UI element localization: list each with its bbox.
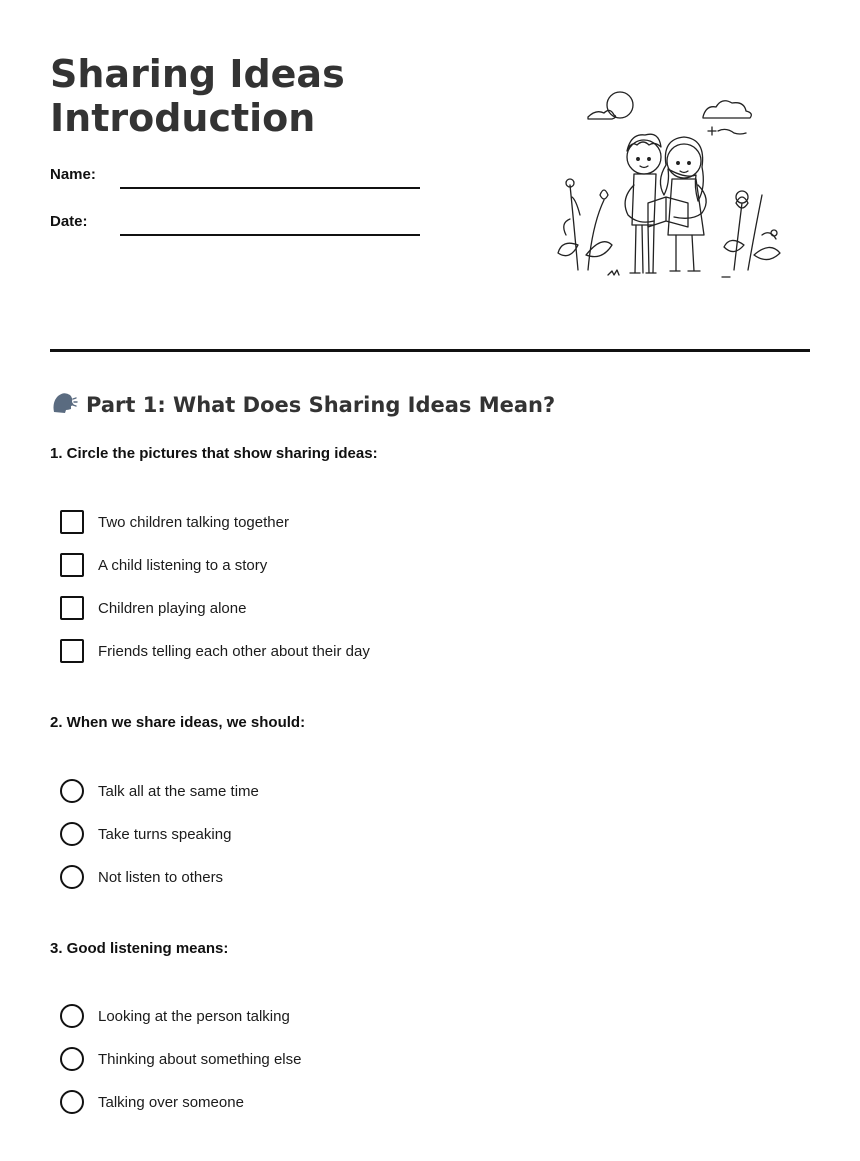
date-field[interactable] [120, 234, 420, 236]
page-title: Sharing Ideas Introduction [50, 52, 345, 140]
name-field[interactable] [120, 187, 420, 189]
radio-button[interactable] [60, 822, 84, 846]
option-label: Thinking about something else [98, 1050, 302, 1068]
option-label: A child listening to a story [98, 556, 268, 574]
question-1-option-3[interactable] [60, 595, 246, 621]
section-title [50, 390, 555, 419]
speaking-head-icon [50, 390, 78, 418]
name-label: Name: [50, 166, 96, 183]
question-2-prompt: 2. When we share ideas, we should: [50, 714, 306, 731]
question-1-option-2[interactable] [60, 552, 267, 578]
children-sharing-illustration [548, 85, 788, 285]
question-1-option-1[interactable] [60, 509, 289, 535]
option-label: Looking at the person talking [98, 1007, 290, 1025]
option-label: Talk all at the same time [98, 782, 259, 800]
question-3-option-3[interactable] [60, 1089, 244, 1115]
option-label: Take turns speaking [98, 825, 232, 843]
question-3-prompt: 3. Good listening means: [50, 940, 229, 957]
option-label: Children playing alone [98, 599, 247, 617]
sun-icon [607, 92, 633, 118]
question-1-option-4[interactable] [60, 638, 370, 664]
section-title-text: Part 1: What Does Sharing Ideas Mean? [86, 393, 556, 417]
option-label: Not listen to others [98, 868, 224, 886]
checkbox[interactable] [60, 639, 84, 663]
question-3-option-2[interactable] [60, 1046, 301, 1072]
radio-button[interactable] [60, 1090, 84, 1114]
checkbox[interactable] [60, 553, 84, 577]
option-label: Friends telling each other about their day [98, 642, 370, 660]
question-1-prompt: 1. Circle the pictures that show sharing ideas: [50, 445, 378, 462]
cloud-icon [703, 101, 751, 118]
question-2-option-1[interactable] [60, 778, 259, 804]
radio-button[interactable] [60, 779, 84, 803]
radio-button[interactable] [60, 1047, 84, 1071]
checkbox[interactable] [60, 596, 84, 620]
section-divider [50, 349, 810, 352]
option-label: Two children talking together [98, 513, 289, 531]
radio-button[interactable] [60, 1004, 84, 1028]
option-label: Talking over someone [98, 1093, 244, 1111]
question-3-option-1[interactable] [60, 1003, 290, 1029]
radio-button[interactable] [60, 865, 84, 889]
checkbox[interactable] [60, 510, 84, 534]
date-label: Date: [50, 213, 88, 230]
question-2-option-3[interactable] [60, 864, 223, 890]
question-2-option-2[interactable] [60, 821, 231, 847]
